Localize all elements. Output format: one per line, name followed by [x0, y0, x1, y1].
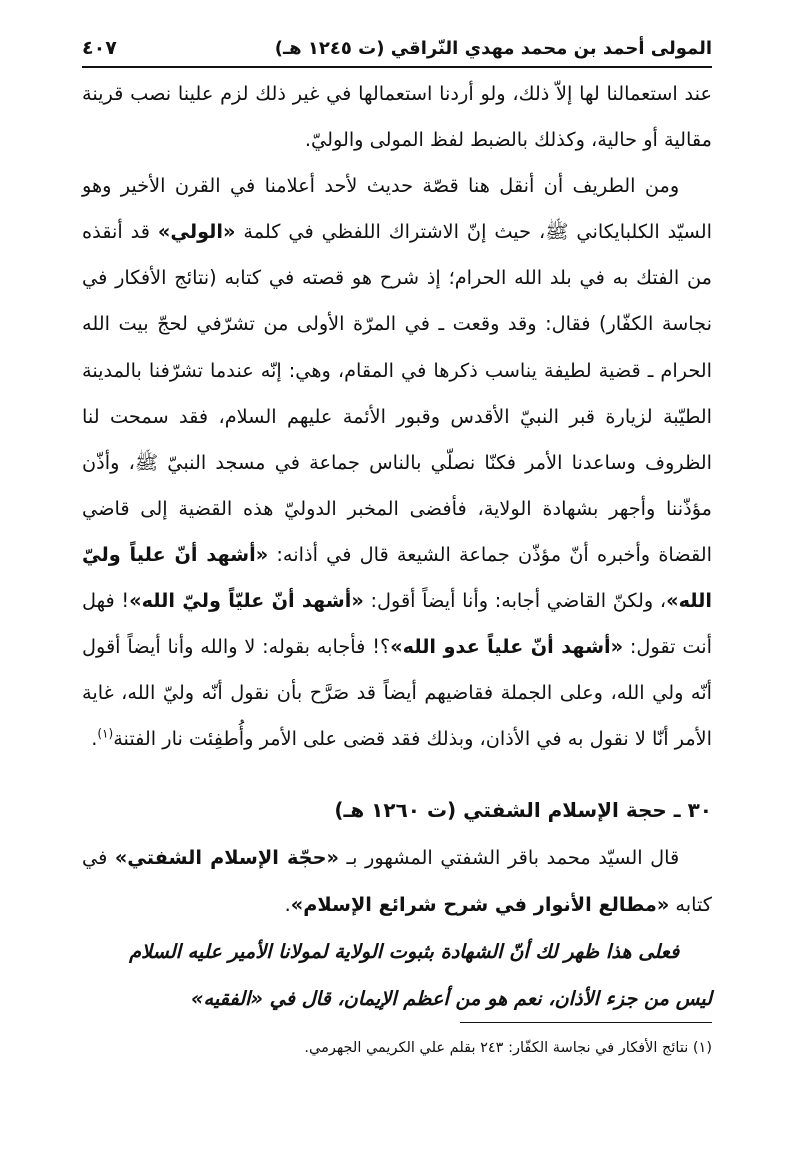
text-run: ومن الطريف أن أنقل هنا قصّة حديث لأحد أعلامنا في القرن الأخير وهو السيّد الكلبايكاني ﷺ، حيث إنّ الاشتراك اللفظي في كلمة: [82, 174, 712, 244]
footnote: (١) نتائج الأفكار في نجاسة الكفّار: ٢٤٣ بقلم علي الكريمي الجهرمي.: [304, 1040, 712, 1056]
text-run: في كتابه: [82, 846, 712, 916]
main-text: [82, 71, 712, 762]
text-run: قال السيّد محمد باقر الشفتي المشهور بـ: [338, 846, 680, 869]
quoted-line: فعلى هذا ظهر لك أنّ الشهادة بثبوت الولاية لمولانا الأمير عليه السلام: [129, 940, 680, 963]
text-run: ؟! فأجابه بقوله: لا والله وأنا أيضاً أقول أنّه ولي الله، وعلى الجملة فقاضيهم أيضاً قد صَرَّح بأن نقول أنّه وليّ الله، غاية الأمر أنّا لا نقول به في الأذان، وبذلك فقد قضى على الأمر وأُطفِئت نار الفتنة: [82, 635, 712, 751]
paragraph: [82, 834, 712, 928]
text-run: ! فهل أنت تقول:: [82, 589, 712, 659]
bold-quote: «أشهد أنّ عليّاً وليّ الله»: [129, 589, 364, 613]
bold-title: «مطالع الأنوار في شرح شرائع الإسلام»: [290, 893, 670, 916]
text-run: .: [91, 727, 98, 751]
page-header: [82, 30, 712, 68]
bold-quote: «أشهد أنّ علياً وليّ الله»: [82, 542, 712, 613]
footnote-marker[interactable]: (١): [97, 726, 114, 741]
paragraph: عند استعمالنا لها إلاّ ذلك، ولو أردنا استعمالها في غير ذلك لزم علينا نصب قرينة مقالية أو حالية، وكذلك بالضبط لفظ المولى والوليّ.: [82, 82, 712, 152]
text-run: ، ولكنّ القاضي أجابه: وأنا أيضاً أقول:: [363, 589, 667, 613]
bold-term: «الولي»: [157, 220, 236, 244]
section-heading: ٣٠ ـ حجة الإسلام الشفتي (ت ١٢٦٠ هـ): [334, 798, 712, 822]
running-title: المولى أحمد بن محمد مهدي النّراقي (ت ١٢٤٥ هـ): [274, 37, 712, 59]
bold-title: «حجّة الإسلام الشفتي»: [114, 846, 339, 869]
quoted-line: ليس من جزء الأذان، نعم هو من أعظم الإيمان، قال في «الفقيه»: [190, 987, 712, 1010]
footnote-divider: [460, 1022, 712, 1023]
paragraph: [82, 163, 712, 762]
text-run: .: [284, 893, 291, 916]
page-number: ٤٠٧: [82, 37, 117, 59]
bold-quote: «أشهد أنّ علياً عدو الله»: [390, 635, 624, 659]
text-run: قد أنقذه من الفتك به في بلد الله الحرام؛ إذ شرح هو قصته في كتابه (نتائج الأفكار في نجاسة الكفّار) فقال: وقد وقعت ـ في المرّة الأولى من تشرّفي لحجّ بيت الله الحرام ـ قضية لطيفة يناسب ذكرها في المقام، وهي: إنّه عندما تشرّفنا بالمدينة الطيّبة لزيارة قبر النبيّ الأقدس وقبور الأئمة عليهم السلام، فقد سمحت لنا الظروف وساعدنا الأمر فكنّا نصلّي بالناس جماعة في مسجد النبيّ ﷺ، وأذّن مؤذّننا وأجهر بشهادة الولاية، فأفضى المخبر الدوليّ هذه القضية إلى قاضي القضاة وأخبره أنّ مؤذّن جماعة الشيعة قال في أذانه:: [82, 220, 712, 566]
section-shafti: [82, 787, 712, 1022]
